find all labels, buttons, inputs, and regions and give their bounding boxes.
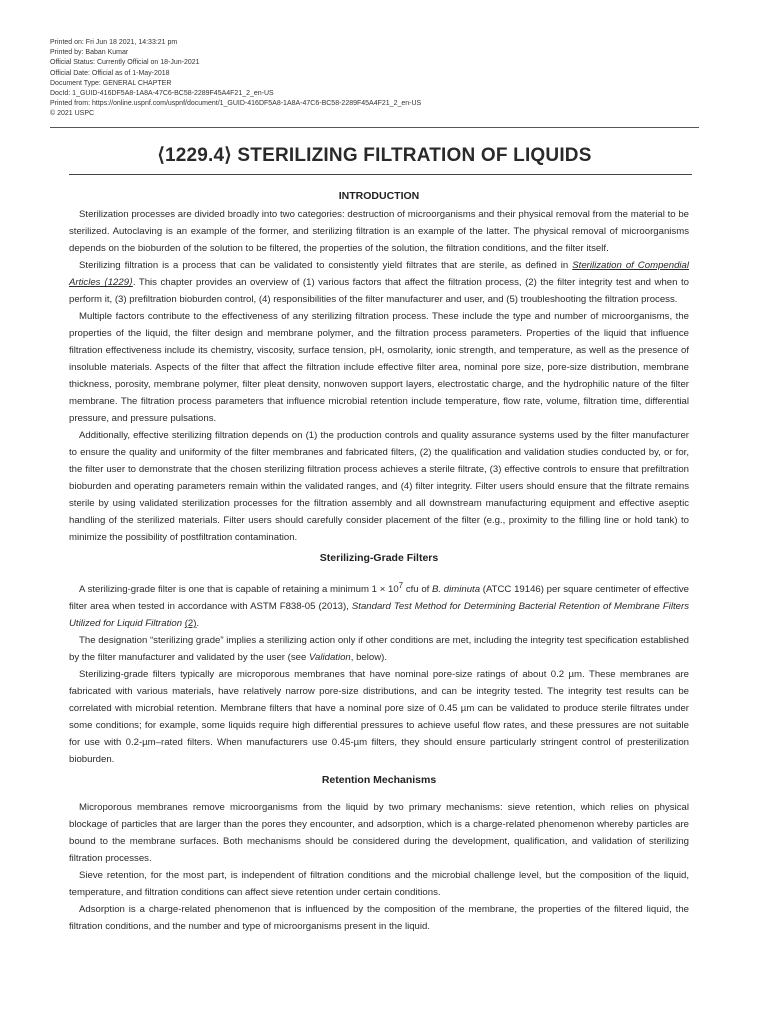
grade-p1-exponent: 7 bbox=[398, 581, 404, 590]
grade-p1-text-a: A sterilizing-grade filter is one that is capable of retaining a minimum 1 × 10 bbox=[79, 584, 399, 596]
official-status: Official Status: Currently Official on 18-Jun-2021 bbox=[50, 59, 200, 67]
title-underline bbox=[69, 174, 692, 175]
intro-paragraph-2 bbox=[69, 257, 689, 308]
section-heading-introduction: INTRODUCTION bbox=[338, 190, 420, 202]
grade-paragraph-3: Sterilizing-grade filters typically are microporous membranes that have nominal pore-size ratings of about 0.2 µm. These membranes are fabricated with various materials, have relatively narrow pore-size distributions, and can be integrity tested. The integrity test results can be correlated with microbial retention. Membrane filters that have a nominal pore size of 0.45 µm can be validated to produce sterile filtrates under some conditions; for example, some liquids require high differential pressures to achieve useful flow rates, and these pressures are not suitable for use with 0.2-µm–rated filters. When manufacturers use 0.45-µm filters, they should ensure particularly stringent control of presterilization bioburden. bbox=[69, 669, 689, 766]
reference-2-link[interactable]: (2) bbox=[184, 618, 197, 630]
intro-p2-text-a: Sterilizing filtration is a process that can be validated to consistently yield filtrates that are sterile, as defined in bbox=[79, 260, 573, 271]
official-date: Official Date: Official as of 1-May-2018 bbox=[50, 69, 170, 77]
printed-on: Printed on: Fri Jun 18 2021, 14:33:21 pm bbox=[50, 39, 178, 46]
header-divider bbox=[50, 127, 699, 128]
section-heading-retention-mechanisms: Retention Mechanisms bbox=[321, 774, 437, 787]
grade-p2-text-a: The designation “sterilizing grade” implies a sterilizing action only if other conditions are met, including the integrity test specification established by the filter manufacturer and validated by the user (see bbox=[69, 635, 689, 664]
section-heading-sterilizing-grade-filters: Sterilizing-Grade Filters bbox=[319, 552, 439, 564]
grade-p1-text-d: . bbox=[196, 618, 200, 630]
sterilization-compendial-articles-link[interactable]: Sterilization of Compendial Articles ⟨1229⟩ bbox=[69, 260, 690, 288]
document-type: Document Type: GENERAL CHAPTER bbox=[50, 79, 172, 87]
intro-p2-text-b: . This chapter provides an overview of (1) various factors that affect the filtration process, (2) the filter integrity test and when to perform it, (3) prefiltration bioburden control, (4) responsibilities of the filter manufacturer and user, and (5) troubleshooting the filtration process. bbox=[69, 277, 689, 305]
astm-standard-title: Standard Test Method for Determining Bacterial Retention of Membrane Filters Utilized for Liquid Filtration bbox=[69, 601, 689, 630]
retention-paragraph-2: Sieve retention, for the most part, is independent of filtration conditions and the microbial challenge level, but the composition of the liquid, temperature, and filtration conditions can affect sieve retention under certain conditions. bbox=[69, 870, 689, 899]
grade-p1-text-c: (ATCC 19146) per square centimeter of effective filter area when tested in accordance with ASTM F838-05 (2013), bbox=[69, 584, 689, 613]
retention-paragraph-3: Adsorption is a charge-related phenomenon that is influenced by the composition of the membrane, the properties of the filtered liquid, the filtration conditions, and the number and type of microorganisms present in the liquid. bbox=[69, 904, 689, 933]
doc-id: DocId: 1_GUID-416DF5A8-1A8A-47C6-BC58-2289F45A4F21_2_en-US bbox=[50, 90, 274, 98]
page-title: ⟨1229.4⟩ STERILIZING FILTRATION OF LIQUIDS bbox=[157, 145, 592, 166]
chapter-body bbox=[69, 186, 689, 935]
species-name: B. diminuta bbox=[432, 584, 481, 596]
print-metadata bbox=[50, 38, 710, 120]
intro-paragraph-3: Multiple factors contribute to the effectiveness of any sterilizing filtration process. These include the type and number of microorganisms, the properties of the liquid, the filter design and membrane polymer, and the filtration process parameters. Properties of the liquid that influence filtration effectiveness include its chemistry, viscosity, surface tension, pH, osmolarity, ionic strength, and temperature, as well as the presence of insoluble materials. Aspects of the filter that affect the filtration include effective filter area, nominal pore size, pore-size distribution, membrane thickness, porosity, membrane polymer, filter pleat density, nonwoven support layers, electrostatic charge, and the hydrophilic nature of the filter membrane. The filtration process parameters that influence microbial retention include temperature, flow rate, volume, filtration time, differential pressure, and pressure pulsations. bbox=[69, 311, 689, 424]
intro-paragraph-4: Additionally, effective sterilizing filtration depends on (1) the production controls and quality assurance systems used by the filter manufacturer to ensure the quality and uniformity of the filter membranes and fabricated filters, (2) the qualification and validation studies conducted by, or for, the filter user to demonstrate that the chosen sterilizing filtration process achieves a sterile filtrate, (3) effective controls to ensure that prefiltration bioburden and operating parameters remain within the validated ranges, and (4) filter integrity. Filter users should ensure that the filtrate remains sterile by using validated sterilization processes for the filtration assembly and all downstream manufacturing equipment and effective aseptic handling of the sterilized materials. Filter users should carefully consider placement of the filter (e.g., proximity to the filling line or hold tank) to minimize the possibility of postfiltration contamination. bbox=[69, 430, 689, 543]
copyright: © 2021 USPC bbox=[50, 110, 95, 118]
retention-paragraph-1: Microporous membranes remove microorganisms from the liquid by two primary mechanisms: sieve retention, which relies on physical blockage of particles that are larger than the pores they encounter, and adsorption, which is a charge-related phenomenon whereby particles are bound to the membrane surfaces. Both mechanisms should be considered during the development, qualification, and validation of sterilizing filtration processes. bbox=[69, 802, 689, 865]
grade-paragraph-1 bbox=[69, 577, 689, 632]
grade-p2-text-b: , below). bbox=[350, 652, 388, 664]
validation-reference: Validation bbox=[308, 652, 351, 664]
printed-from: Printed from: https://online.uspnf.com/uspnf/document/1_GUID-416DF5A8-1A8A-47C6-BC58-2289F45A4F21_2_en-US bbox=[50, 100, 422, 108]
intro-paragraph-1: Sterilization processes are divided broadly into two categories: destruction of microorganisms and their physical removal from the material to be sterilized. Autoclaving is an example of the former, and sterilizing filtration is an example of the latter. The physical removal of microorganisms depends on the bioburden of the solution to be filtered, the properties of the solution, the filtration conditions, and the filter itself. bbox=[69, 209, 689, 254]
grade-p1-text-b: cfu of bbox=[403, 584, 433, 596]
printed-by: Printed by: Baban Kumar bbox=[50, 49, 129, 57]
grade-paragraph-2 bbox=[69, 632, 689, 666]
